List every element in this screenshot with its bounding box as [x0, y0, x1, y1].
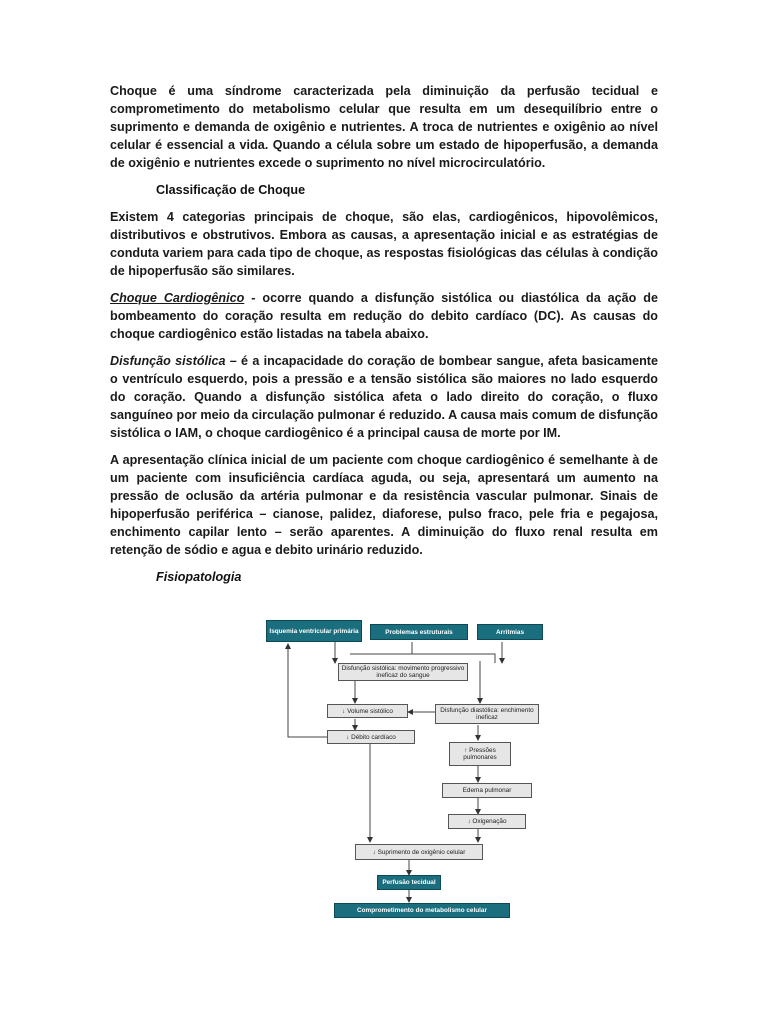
- term-disfuncao-sistolica: Disfunção sistólica: [110, 354, 226, 368]
- line-merge-top: [350, 654, 495, 663]
- box-disfuncao-sistolica: Disfunção sistólica: movimento progressivo ineficaz do sangue: [338, 663, 468, 681]
- box-problemas-estruturais: Problemas estruturais: [370, 624, 468, 640]
- box-isquemia: Isquemia ventricular primária: [266, 620, 362, 642]
- box-arritmias: Arritmias: [477, 624, 543, 640]
- box-perfusao-tecidual: Perfusão tecidual: [377, 875, 441, 890]
- box-comprometimento-metabolismo: Comprometimento do metabolismo celular: [334, 903, 510, 918]
- box-debito-cardiaco: ↓ Débito cardíaco: [327, 730, 415, 744]
- box-pressoes-pulmonares: ↑ Pressões pulmonares: [449, 742, 511, 766]
- paragraph-intro: Choque é uma síndrome caracterizada pela diminuição da perfusão tecidual e comprometimento do metabolismo celular que resulta em um desequilíbrio entre o suprimento e demanda de oxigênio e nutrientes. A troca de nutrientes e oxigênio ao nível celular é essencial a vida. Quando a célula sobre um estado de hipoperfusão, a demanda de oxigênio e nutrientes excede o suprimento no nível microcirculatório.: [110, 84, 658, 170]
- paragraph-categorias: Existem 4 categorias principais de choque, são elas, cardiogênicos, hipovolêmicos, distributivos e obstrutivos. Embora as causas, a apresentação inicial e as estratégias de conduta variem para cada tipo de choque, as respostas fisiológicas das células à condição de hipoperfusão são similares.: [110, 210, 658, 278]
- paragraph-apresentacao-clinica: A apresentação clínica inicial de um paciente com choque cardiogênico é semelhante à de um paciente com insuficiência cardíaca aguda, ou seja, apresentará um aumento na pressão de oclusão da artéria pulmonar e da resistência vascular pulmonar. Sinais de hipoperfusão periférica – cianose, palidez, diaforese, pulso fraco, pele fria e pegajosa, enchimento capilar lento – serão aparentes. A diminuição do fluxo renal resulta em retenção de sódio e agua e debito urinário reduzido.: [110, 453, 658, 557]
- heading-classificacao: Classificação de Choque: [156, 183, 306, 197]
- fisiopatologia-flowchart: [260, 616, 550, 926]
- paragraph-disfuncao-sistolica: [110, 352, 658, 442]
- box-disfuncao-diastolica: Disfunção diastólica: enchimento ineficaz: [435, 704, 539, 724]
- box-edema-pulmonar: Edema pulmonar: [442, 783, 532, 798]
- box-volume-sistolico: ↓ Volume sistólico: [327, 704, 408, 718]
- term-choque-cardiogenico: Choque Cardiogênico: [110, 291, 245, 305]
- heading-fisiopatologia: Fisiopatologia: [156, 570, 242, 584]
- text-choque-cardiogenico: - ocorre quando a disfunção sistólica ou diastólica da ação de bombeamento do coração resulta em redução do debito cardíaco (DC). As causas do choque cardiogênico estão listadas na tabela abaixo.: [110, 291, 658, 341]
- text-disfuncao-sistolica: – é a incapacidade do coração de bombear sangue, afeta basicamente o ventrículo esquerdo, pois a pressão e a tensão sistólica são maiores no lado esquerdo do coração. Quando a disfunção sistólica afeta o lado direito do coração, o fluxo sanguíneo por meio da circulação pulmonar é reduzido. A causa mais comum de disfunção sistólica o IAM, o choque cardiogênico é a principal causa de morte por IM.: [110, 354, 659, 440]
- document-body: [110, 82, 658, 595]
- box-suprimento-oxigenio: ↓ Suprimento de oxigênio celular: [355, 844, 483, 860]
- paragraph-choque-cardiogenico: [110, 289, 658, 343]
- box-oxigenacao: ↓ Oxigenação: [448, 814, 526, 829]
- arrow-debito-isquemia-feedback: [288, 644, 327, 737]
